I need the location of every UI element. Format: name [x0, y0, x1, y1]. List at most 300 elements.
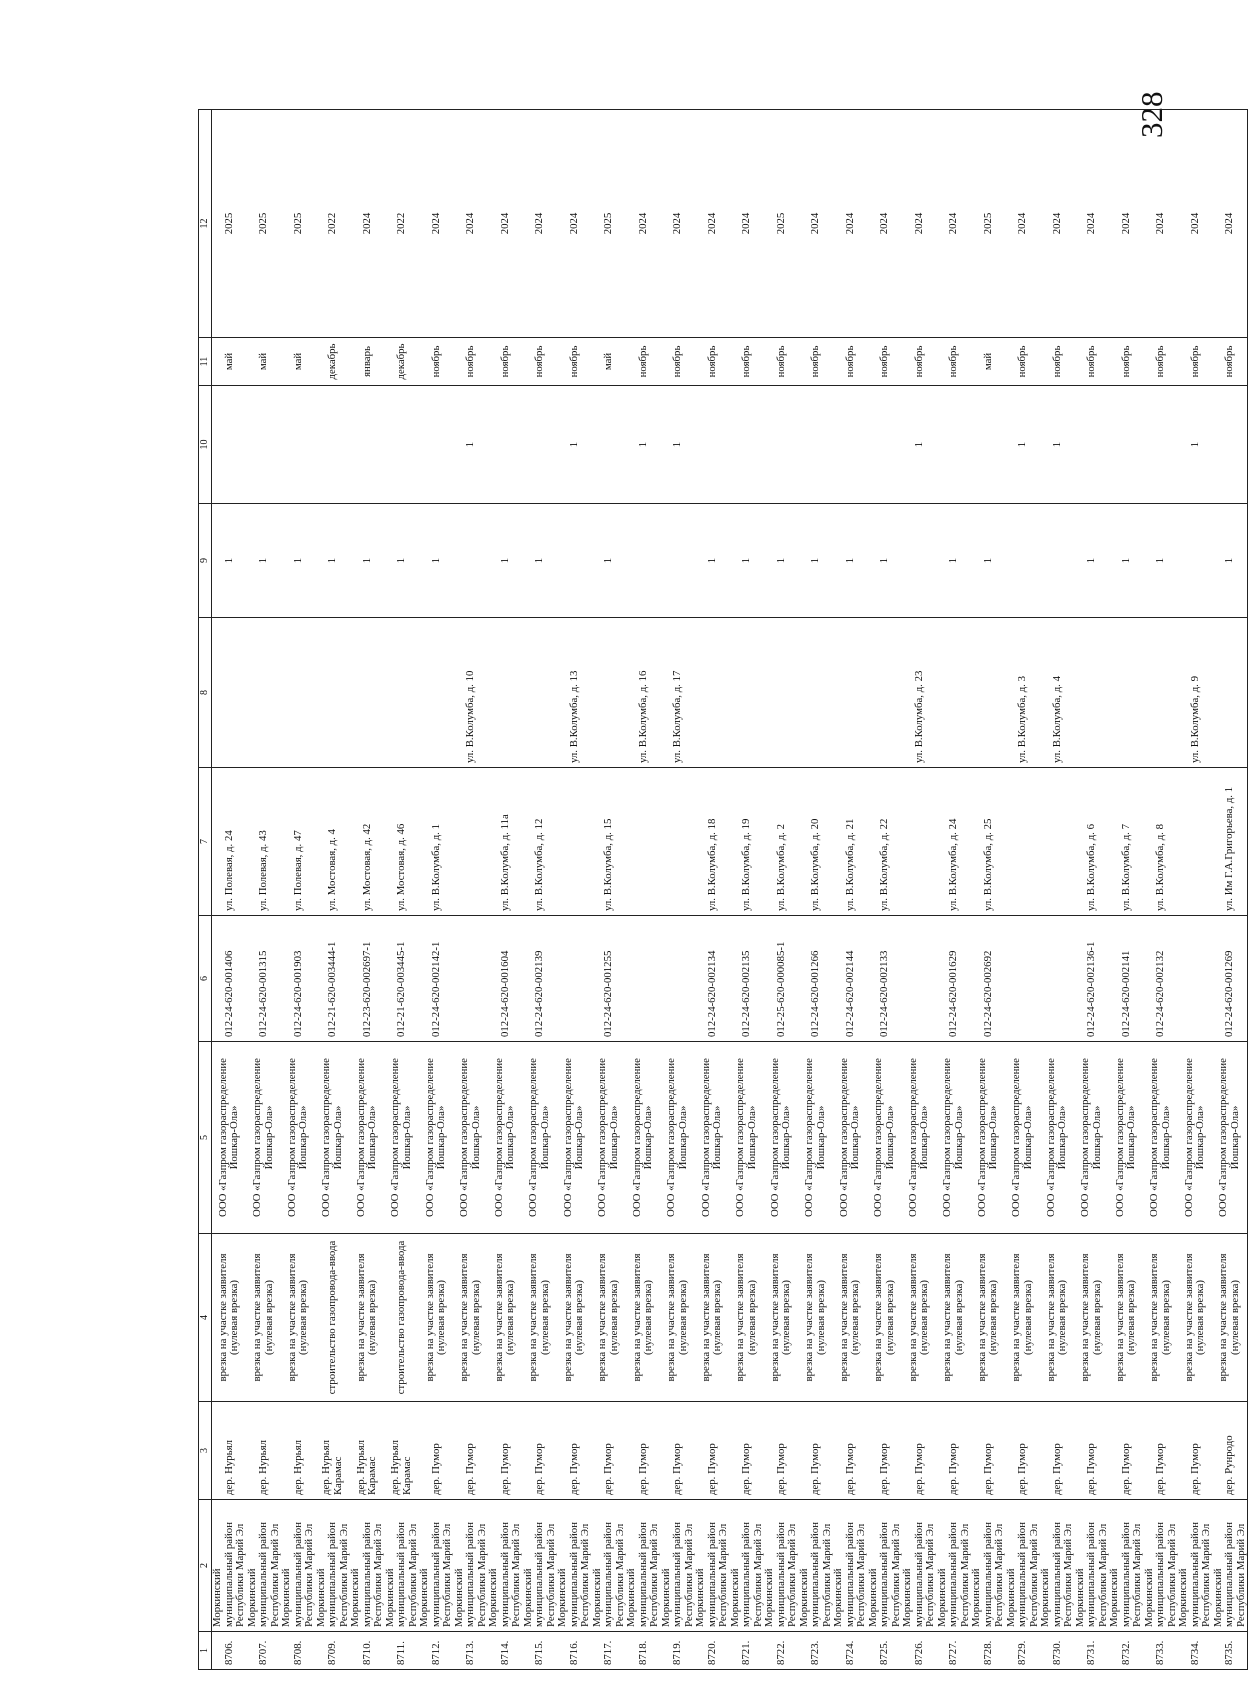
cell-municipality: Моркинский муниципальный район Республики Марий Эл — [350, 1500, 385, 1632]
cell-year: 2024 — [937, 110, 972, 338]
cell-count-a: 1 — [868, 504, 903, 618]
cell-count-b: 1 — [1006, 386, 1041, 504]
cell-row-number: 8730. — [1040, 1632, 1075, 1670]
cell-month: ноябрь — [626, 338, 661, 386]
cell-organization: ООО «Газпром газораспределение Йошкар-Ола» — [971, 1042, 1006, 1234]
cell-address: ул. В.Колумба, д. 2 — [764, 768, 799, 916]
cell-count-b — [592, 386, 627, 504]
table-row — [281, 110, 316, 1670]
cell-count-a — [557, 504, 592, 618]
column-number-1: 1 — [199, 1632, 212, 1670]
cell-address-alt — [1075, 618, 1110, 768]
cell-count-b — [523, 386, 558, 504]
cell-year: 2024 — [695, 110, 730, 338]
cell-organization: ООО «Газпром газораспределение Йошкар-Ола» — [799, 1042, 834, 1234]
cell-address-alt — [488, 618, 523, 768]
cell-organization: ООО «Газпром газораспределение Йошкар-Ола» — [1178, 1042, 1213, 1234]
table-row — [557, 110, 592, 1670]
cell-row-number: 8709. — [316, 1632, 351, 1670]
cell-month: май — [212, 338, 247, 386]
cell-settlement: дер. Нурьял — [247, 1402, 282, 1500]
table-row — [868, 110, 903, 1670]
cell-address: ул. Мостовая, д. 4 — [316, 768, 351, 916]
cell-month: ноябрь — [1040, 338, 1075, 386]
table-row — [1213, 110, 1248, 1670]
cell-month: ноябрь — [1178, 338, 1213, 386]
cell-settlement: дер. Нурьял Карамас — [316, 1402, 351, 1500]
cell-count-a: 1 — [799, 504, 834, 618]
column-number-5: 5 — [199, 1042, 212, 1234]
cell-work-type: врезка на участке заявителя (нулевая врезка) — [1109, 1234, 1144, 1402]
cell-settlement: дер. Пумор — [1040, 1402, 1075, 1500]
column-number-11: 11 — [199, 338, 212, 386]
cell-year: 2024 — [1144, 110, 1179, 338]
cell-settlement: дер. Пумор — [1178, 1402, 1213, 1500]
cell-application-number: 012-24-620-001629 — [937, 916, 972, 1042]
cell-address-alt: ул. В.Колумба, д. 10 — [454, 618, 489, 768]
cell-municipality: Моркинский муниципальный район Республики Марий Эл — [937, 1500, 972, 1632]
cell-municipality: Моркинский муниципальный район Республики Марий Эл — [695, 1500, 730, 1632]
cell-count-b — [799, 386, 834, 504]
cell-municipality: Моркинский муниципальный район Республики Марий Эл — [247, 1500, 282, 1632]
cell-municipality: Моркинский муниципальный район Республики Марий Эл — [488, 1500, 523, 1632]
cell-count-b: 1 — [557, 386, 592, 504]
table-row — [661, 110, 696, 1670]
cell-work-type: врезка на участке заявителя (нулевая врезка) — [937, 1234, 972, 1402]
cell-count-a — [454, 504, 489, 618]
cell-settlement: дер. Нурьял — [212, 1402, 247, 1500]
cell-row-number: 8719. — [661, 1632, 696, 1670]
cell-month: декабрь — [316, 338, 351, 386]
cell-organization: ООО «Газпром газораспределение Йошкар-Ола» — [661, 1042, 696, 1234]
column-number-12: 12 — [199, 110, 212, 338]
cell-year: 2025 — [212, 110, 247, 338]
cell-count-b — [937, 386, 972, 504]
cell-month: ноябрь — [868, 338, 903, 386]
cell-address-alt — [592, 618, 627, 768]
cell-municipality: Моркинский муниципальный район Республики Марий Эл — [868, 1500, 903, 1632]
cell-count-b — [868, 386, 903, 504]
cell-month: ноябрь — [419, 338, 454, 386]
cell-settlement: дер. Пумор — [661, 1402, 696, 1500]
cell-year: 2024 — [626, 110, 661, 338]
cell-count-b — [247, 386, 282, 504]
rotated-table-container — [198, 110, 1247, 1670]
cell-address: ул. В.Колумба, д. 12 — [523, 768, 558, 916]
cell-municipality: Моркинский муниципальный район Республики Марий Эл — [1109, 1500, 1144, 1632]
cell-work-type: врезка на участке заявителя (нулевая врезка) — [764, 1234, 799, 1402]
cell-settlement: дер. Пумор — [523, 1402, 558, 1500]
cell-address — [454, 768, 489, 916]
cell-count-b — [730, 386, 765, 504]
cell-count-b — [212, 386, 247, 504]
cell-year: 2025 — [971, 110, 1006, 338]
cell-organization: ООО «Газпром газораспределение Йошкар-Ола» — [419, 1042, 454, 1234]
cell-organization: ООО «Газпром газораспределение Йошкар-Ола» — [592, 1042, 627, 1234]
cell-year: 2024 — [1075, 110, 1110, 338]
column-number-9: 9 — [199, 504, 212, 618]
cell-count-a: 1 — [247, 504, 282, 618]
cell-year: 2024 — [1178, 110, 1213, 338]
cell-address-alt — [212, 618, 247, 768]
cell-count-a: 1 — [1213, 504, 1248, 618]
cell-count-a: 1 — [1109, 504, 1144, 618]
cell-address-alt — [247, 618, 282, 768]
cell-address-alt — [695, 618, 730, 768]
cell-application-number — [557, 916, 592, 1042]
cell-month: май — [592, 338, 627, 386]
cell-row-number: 8724. — [833, 1632, 868, 1670]
cell-year: 2024 — [799, 110, 834, 338]
cell-work-type: врезка на участке заявителя (нулевая врезка) — [661, 1234, 696, 1402]
cell-organization: ООО «Газпром газораспределение Йошкар-Ола» — [868, 1042, 903, 1234]
cell-organization: ООО «Газпром газораспределение Йошкар-Ола» — [557, 1042, 592, 1234]
cell-work-type: врезка на участке заявителя (нулевая врезка) — [799, 1234, 834, 1402]
cell-application-number: 012-24-620-002692 — [971, 916, 1006, 1042]
cell-month: ноябрь — [833, 338, 868, 386]
cell-row-number: 8712. — [419, 1632, 454, 1670]
table-row — [1075, 110, 1110, 1670]
column-number-6: 6 — [199, 916, 212, 1042]
cell-application-number: 012-24-620-002134 — [695, 916, 730, 1042]
cell-work-type: врезка на участке заявителя (нулевая врезка) — [281, 1234, 316, 1402]
cell-settlement: дер. Нурьял Карамас — [385, 1402, 420, 1500]
cell-address-alt: ул. В.Колумба, д. 17 — [661, 618, 696, 768]
cell-address-alt — [868, 618, 903, 768]
cell-month: январь — [350, 338, 385, 386]
cell-address-alt — [1109, 618, 1144, 768]
cell-count-a: 1 — [350, 504, 385, 618]
cell-count-a: 1 — [730, 504, 765, 618]
cell-application-number — [1178, 916, 1213, 1042]
cell-address-alt — [799, 618, 834, 768]
cell-work-type: врезка на участке заявителя (нулевая врезка) — [419, 1234, 454, 1402]
cell-application-number: 012-24-620-002132 — [1144, 916, 1179, 1042]
cell-work-type: врезка на участке заявителя (нулевая врезка) — [454, 1234, 489, 1402]
cell-work-type: врезка на участке заявителя (нулевая врезка) — [626, 1234, 661, 1402]
cell-municipality: Моркинский муниципальный район Республики Марий Эл — [592, 1500, 627, 1632]
cell-organization: ООО «Газпром газораспределение Йошкар-Ола» — [764, 1042, 799, 1234]
cell-organization: ООО «Газпром газораспределение Йошкар-Ола» — [1109, 1042, 1144, 1234]
cell-address: ул. Мостовая, д. 46 — [385, 768, 420, 916]
cell-settlement: дер. Пумор — [695, 1402, 730, 1500]
table-row — [1144, 110, 1179, 1670]
cell-count-a — [626, 504, 661, 618]
cell-address — [1040, 768, 1075, 916]
column-number-header-row — [199, 110, 212, 1670]
cell-month: ноябрь — [1213, 338, 1248, 386]
cell-count-a — [1178, 504, 1213, 618]
table-row — [454, 110, 489, 1670]
cell-municipality: Моркинский муниципальный район Республики Марий Эл — [730, 1500, 765, 1632]
cell-settlement: дер. Пумор — [1006, 1402, 1041, 1500]
cell-address: ул. В.Колумба, д. 1 — [419, 768, 454, 916]
cell-address: ул. В.Колумба, д. 15 — [592, 768, 627, 916]
cell-count-a: 1 — [419, 504, 454, 618]
cell-row-number: 8713. — [454, 1632, 489, 1670]
cell-address-alt — [350, 618, 385, 768]
table-row — [247, 110, 282, 1670]
cell-address-alt — [833, 618, 868, 768]
cell-application-number: 012-24-620-002142-1 — [419, 916, 454, 1042]
cell-municipality: Моркинский муниципальный район Республики Марий Эл — [557, 1500, 592, 1632]
cell-count-b: 1 — [1040, 386, 1075, 504]
cell-work-type: врезка на участке заявителя (нулевая врезка) — [488, 1234, 523, 1402]
cell-address-alt — [971, 618, 1006, 768]
cell-year: 2024 — [350, 110, 385, 338]
table-row — [1109, 110, 1144, 1670]
cell-month: ноябрь — [937, 338, 972, 386]
cell-count-a: 1 — [833, 504, 868, 618]
cell-settlement: дер. Рунродо — [1213, 1402, 1248, 1500]
cell-count-a: 1 — [1075, 504, 1110, 618]
cell-count-b — [419, 386, 454, 504]
cell-month: ноябрь — [661, 338, 696, 386]
table-row — [592, 110, 627, 1670]
cell-organization: ООО «Газпром газораспределение Йошкар-Ола» — [1075, 1042, 1110, 1234]
cell-count-b — [1075, 386, 1110, 504]
table-row — [488, 110, 523, 1670]
cell-address-alt: ул. В.Колумба, д. 4 — [1040, 618, 1075, 768]
cell-row-number: 8725. — [868, 1632, 903, 1670]
cell-municipality: Моркинский муниципальный район Республики Марий Эл — [316, 1500, 351, 1632]
cell-municipality: Моркинский муниципальный район Республики Марий Эл — [833, 1500, 868, 1632]
cell-work-type: врезка на участке заявителя (нулевая врезка) — [902, 1234, 937, 1402]
cell-row-number: 8731. — [1075, 1632, 1110, 1670]
cell-organization: ООО «Газпром газораспределение Йошкар-Ола» — [626, 1042, 661, 1234]
cell-count-b — [1144, 386, 1179, 504]
cell-municipality: Моркинский муниципальный район Республики Марий Эл — [454, 1500, 489, 1632]
cell-month: ноябрь — [557, 338, 592, 386]
cell-application-number — [1006, 916, 1041, 1042]
cell-count-a: 1 — [1144, 504, 1179, 618]
cell-municipality: Моркинский муниципальный район Республики Марий Эл — [799, 1500, 834, 1632]
cell-application-number: 012-24-620-001255 — [592, 916, 627, 1042]
cell-row-number: 8723. — [799, 1632, 834, 1670]
cell-month: ноябрь — [764, 338, 799, 386]
cell-year: 2024 — [1109, 110, 1144, 338]
cell-municipality: Моркинский муниципальный район Республики Марий Эл — [419, 1500, 454, 1632]
cell-count-a: 1 — [385, 504, 420, 618]
cell-year: 2022 — [385, 110, 420, 338]
cell-municipality: Моркинский муниципальный район Республики Марий Эл — [626, 1500, 661, 1632]
cell-organization: ООО «Газпром газораспределение Йошкар-Ола» — [281, 1042, 316, 1234]
cell-application-number: 012-24-620-002141 — [1109, 916, 1144, 1042]
cell-organization: ООО «Газпром газораспределение Йошкар-Ола» — [247, 1042, 282, 1234]
cell-month: ноябрь — [488, 338, 523, 386]
cell-row-number: 8716. — [557, 1632, 592, 1670]
cell-year: 2024 — [661, 110, 696, 338]
cell-month: ноябрь — [730, 338, 765, 386]
cell-application-number — [1040, 916, 1075, 1042]
cell-application-number: 012-23-620-002697-1 — [350, 916, 385, 1042]
cell-address: ул. В.Колумба, д. 25 — [971, 768, 1006, 916]
cell-year: 2024 — [868, 110, 903, 338]
cell-organization: ООО «Газпром газораспределение Йошкар-Ола» — [730, 1042, 765, 1234]
cell-row-number: 8706. — [212, 1632, 247, 1670]
cell-count-b — [1109, 386, 1144, 504]
cell-count-a: 1 — [281, 504, 316, 618]
cell-row-number: 8711. — [385, 1632, 420, 1670]
cell-address-alt: ул. В.Колумба, д. 3 — [1006, 618, 1041, 768]
cell-month: май — [971, 338, 1006, 386]
cell-work-type: врезка на участке заявителя (нулевая врезка) — [695, 1234, 730, 1402]
cell-row-number: 8732. — [1109, 1632, 1144, 1670]
cell-municipality: Моркинский муниципальный район Республики Марий Эл — [523, 1500, 558, 1632]
cell-organization: ООО «Газпром газораспределение Йошкар-Ола» — [937, 1042, 972, 1234]
cell-year: 2022 — [316, 110, 351, 338]
cell-organization: ООО «Газпром газораспределение Йошкар-Ола» — [833, 1042, 868, 1234]
cell-settlement: дер. Пумор — [937, 1402, 972, 1500]
column-number-7: 7 — [199, 768, 212, 916]
cell-count-a: 1 — [592, 504, 627, 618]
table-row — [316, 110, 351, 1670]
cell-settlement: дер. Пумор — [488, 1402, 523, 1500]
cell-count-b: 1 — [902, 386, 937, 504]
cell-settlement: дер. Пумор — [971, 1402, 1006, 1500]
cell-month: ноябрь — [695, 338, 730, 386]
table-row — [523, 110, 558, 1670]
cell-count-a: 1 — [316, 504, 351, 618]
cell-count-b — [971, 386, 1006, 504]
cell-count-b: 1 — [454, 386, 489, 504]
cell-application-number: 012-24-620-002139 — [523, 916, 558, 1042]
cell-row-number: 8735. — [1213, 1632, 1248, 1670]
column-number-4: 4 — [199, 1234, 212, 1402]
column-number-3: 3 — [199, 1402, 212, 1500]
cell-year: 2024 — [730, 110, 765, 338]
cell-application-number: 012-24-620-002133 — [868, 916, 903, 1042]
cell-work-type: врезка на участке заявителя (нулевая врезка) — [971, 1234, 1006, 1402]
cell-address-alt: ул. В.Колумба, д. 23 — [902, 618, 937, 768]
cell-count-a: 1 — [971, 504, 1006, 618]
cell-row-number: 8727. — [937, 1632, 972, 1670]
cell-year: 2024 — [488, 110, 523, 338]
cell-count-b — [316, 386, 351, 504]
cell-settlement: дер. Пумор — [902, 1402, 937, 1500]
cell-address-alt: ул. В.Колумба, д. 16 — [626, 618, 661, 768]
cell-count-b — [350, 386, 385, 504]
cell-municipality: Моркинский муниципальный район Республики Марий Эл — [661, 1500, 696, 1632]
cell-work-type: врезка на участке заявителя (нулевая врезка) — [247, 1234, 282, 1402]
table-row — [902, 110, 937, 1670]
cell-work-type: врезка на участке заявителя (нулевая врезка) — [1178, 1234, 1213, 1402]
table-row — [695, 110, 730, 1670]
cell-address: ул. Мостовая, д. 42 — [350, 768, 385, 916]
cell-application-number: 012-24-620-001269 — [1213, 916, 1248, 1042]
column-number-10: 10 — [199, 386, 212, 504]
table-row — [937, 110, 972, 1670]
cell-month: ноябрь — [523, 338, 558, 386]
cell-address — [902, 768, 937, 916]
cell-settlement: дер. Пумор — [592, 1402, 627, 1500]
cell-month: ноябрь — [799, 338, 834, 386]
cell-address-alt — [1144, 618, 1179, 768]
cell-address-alt — [937, 618, 972, 768]
cell-work-type: врезка на участке заявителя (нулевая врезка) — [523, 1234, 558, 1402]
cell-settlement: дер. Пумор — [833, 1402, 868, 1500]
cell-organization: ООО «Газпром газораспределение Йошкар-Ола» — [350, 1042, 385, 1234]
cell-count-b: 1 — [626, 386, 661, 504]
table-row — [971, 110, 1006, 1670]
cell-address: ул. Полевая, д. 43 — [247, 768, 282, 916]
cell-application-number: 012-24-620-001604 — [488, 916, 523, 1042]
cell-organization: ООО «Газпром газораспределение Йошкар-Ола» — [1040, 1042, 1075, 1234]
cell-year: 2024 — [1040, 110, 1075, 338]
cell-municipality: Моркинский муниципальный район Республики Марий Эл — [1144, 1500, 1179, 1632]
table-row — [799, 110, 834, 1670]
cell-address: ул. В.Колумба, д. 8 — [1144, 768, 1179, 916]
cell-municipality: Моркинский муниципальный район Республики Марий Эл — [971, 1500, 1006, 1632]
cell-row-number: 8717. — [592, 1632, 627, 1670]
cell-work-type: врезка на участке заявителя (нулевая врезка) — [730, 1234, 765, 1402]
cell-year: 2025 — [281, 110, 316, 338]
column-number-8: 8 — [199, 618, 212, 768]
cell-address: ул. В.Колумба, д. 11а — [488, 768, 523, 916]
cell-year: 2024 — [419, 110, 454, 338]
table-row — [1040, 110, 1075, 1670]
cell-municipality: Моркинский муниципальный район Республики Марий Эл — [281, 1500, 316, 1632]
cell-municipality: Моркинский муниципальный район Республики Марий Эл — [902, 1500, 937, 1632]
cell-month: ноябрь — [1109, 338, 1144, 386]
cell-year: 2024 — [454, 110, 489, 338]
cell-work-type: врезка на участке заявителя (нулевая врезка) — [350, 1234, 385, 1402]
cell-row-number: 8707. — [247, 1632, 282, 1670]
cell-organization: ООО «Газпром газораспределение Йошкар-Ола» — [1006, 1042, 1041, 1234]
cell-address-alt — [281, 618, 316, 768]
cell-count-b — [695, 386, 730, 504]
cell-organization: ООО «Газпром газораспределение Йошкар-Ола» — [385, 1042, 420, 1234]
cell-work-type: врезка на участке заявителя (нулевая врезка) — [868, 1234, 903, 1402]
cell-row-number: 8734. — [1178, 1632, 1213, 1670]
cell-application-number: 012-24-620-002135 — [730, 916, 765, 1042]
cell-municipality: Моркинский муниципальный район Республики Марий Эл — [764, 1500, 799, 1632]
cell-count-b — [488, 386, 523, 504]
cell-address — [626, 768, 661, 916]
cell-count-a: 1 — [695, 504, 730, 618]
cell-row-number: 8710. — [350, 1632, 385, 1670]
cell-row-number: 8715. — [523, 1632, 558, 1670]
cell-count-b — [281, 386, 316, 504]
cell-address-alt — [1213, 618, 1248, 768]
cell-address: ул. В.Колумба, д. 18 — [695, 768, 730, 916]
cell-month: ноябрь — [1075, 338, 1110, 386]
cell-municipality: Моркинский муниципальный район Республики Марий Эл — [1178, 1500, 1213, 1632]
cell-work-type: строительство газопровода-ввода — [316, 1234, 351, 1402]
cell-count-b — [833, 386, 868, 504]
cell-settlement: дер. Пумор — [454, 1402, 489, 1500]
table-row — [626, 110, 661, 1670]
cell-row-number: 8733. — [1144, 1632, 1179, 1670]
cell-work-type: врезка на участке заявителя (нулевая врезка) — [557, 1234, 592, 1402]
cell-address — [1178, 768, 1213, 916]
cell-address: ул. В.Колумба, д. 24 — [937, 768, 972, 916]
table-row — [1178, 110, 1213, 1670]
cell-application-number: 012-21-620-003445-1 — [385, 916, 420, 1042]
cell-settlement: дер. Пумор — [1109, 1402, 1144, 1500]
cell-year: 2025 — [764, 110, 799, 338]
cell-municipality: Моркинский муниципальный район Республики Марий Эл — [1040, 1500, 1075, 1632]
cell-settlement: дер. Пумор — [419, 1402, 454, 1500]
cell-month: ноябрь — [454, 338, 489, 386]
cell-application-number: 012-21-620-003444-1 — [316, 916, 351, 1042]
cell-work-type: врезка на участке заявителя (нулевая врезка) — [1213, 1234, 1248, 1402]
cell-address-alt: ул. В.Колумба, д. 9 — [1178, 618, 1213, 768]
table-row — [730, 110, 765, 1670]
cell-year: 2024 — [1213, 110, 1248, 338]
cell-work-type: врезка на участке заявителя (нулевая врезка) — [833, 1234, 868, 1402]
table-row — [385, 110, 420, 1670]
